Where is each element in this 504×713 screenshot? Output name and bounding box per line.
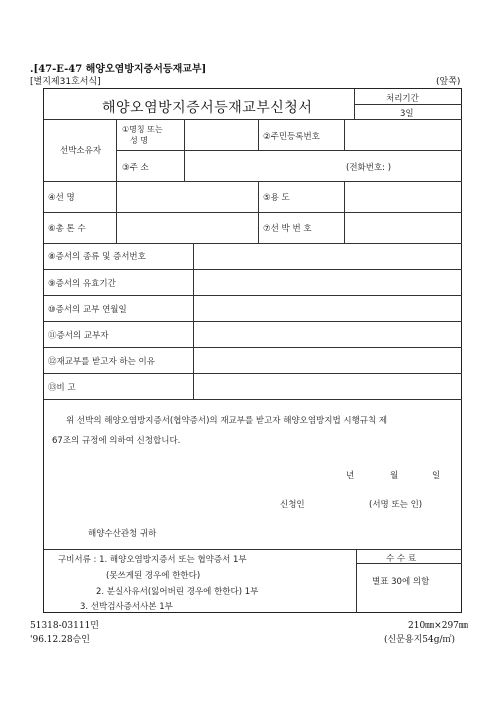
processing-value: 3일	[400, 109, 414, 119]
row-reason: ⑫재교부를 받고자 하는 이유	[48, 357, 155, 367]
recipient: 해양수산관청 귀하	[88, 529, 157, 539]
applicant-label: 신청인	[280, 500, 305, 510]
date-year: 년	[346, 471, 355, 481]
phone-label: (전화번호: )	[346, 163, 392, 173]
date-month: 월	[390, 471, 399, 481]
form-title: 해양오염방지증서등재교부신청서	[102, 100, 313, 116]
row-remarks: ⑬비 고	[48, 383, 76, 393]
name-label-1: ①명칭 또는	[122, 125, 163, 134]
paper-type: (신문용지54g/㎡)	[384, 635, 456, 645]
reg-no-label: ②주민등록번호	[263, 132, 320, 142]
paper-size: 210㎜×297㎜	[408, 621, 468, 631]
tonnage-label: ⑥총 톤 수	[48, 224, 86, 234]
docs-3: 3. 선박검사증서사본 1부	[80, 602, 173, 612]
approval-date: '96.12.28승인	[30, 635, 90, 645]
ship-no-label: ⑦선 박 번 호	[263, 224, 312, 234]
address-label: ③주 소	[122, 163, 149, 173]
statement-line-2: 67조의 규정에 의하여 신청합니다.	[52, 436, 181, 446]
row-validity: ⑨증서의 유효기간	[48, 279, 116, 289]
docs-1-note: (못쓰게된 경우에 한한다)	[106, 571, 201, 581]
row-issuer: ⑪증서의 교부자	[48, 331, 109, 341]
docs-label: 구비서류 : 1. 해양오염방지증서 또는 협약증서 1부	[58, 555, 247, 565]
side-label: (앞쪽)	[436, 77, 461, 87]
fee-label: 수 수 료	[386, 554, 417, 564]
fee-value: 별표 30에 의함	[372, 577, 430, 587]
processing-label: 처리기간	[386, 94, 419, 104]
form-code: .[47-E-47 해양오염방지증서등재교부]	[30, 64, 207, 75]
name-label-2: 성 명	[130, 136, 148, 145]
docs-2: 2. 분실사유서(잃어버린 경우에 한한다) 1부	[96, 587, 259, 597]
signature-label: (서명 또는 인)	[369, 500, 423, 510]
form-number: 51318-03111민	[30, 621, 99, 631]
date-day: 일	[432, 471, 441, 481]
annex-label: [별지제31호서식]	[30, 77, 101, 87]
use-label: ⑤용 도	[263, 193, 290, 203]
application-form	[43, 88, 462, 613]
statement-line-1: 위 선박의 해양오염방지증서(협약증서)의 재교부를 받고자 해양오염방지법 시행규칙 제	[66, 416, 388, 426]
row-certificate-type: ⑧증서의 종류 및 증서번호	[48, 252, 146, 262]
owner-label: 선박소유자	[60, 146, 102, 156]
ship-name-label: ④선 명	[48, 193, 75, 203]
row-issue-date: ⑩증서의 교부 연월일	[48, 305, 127, 315]
